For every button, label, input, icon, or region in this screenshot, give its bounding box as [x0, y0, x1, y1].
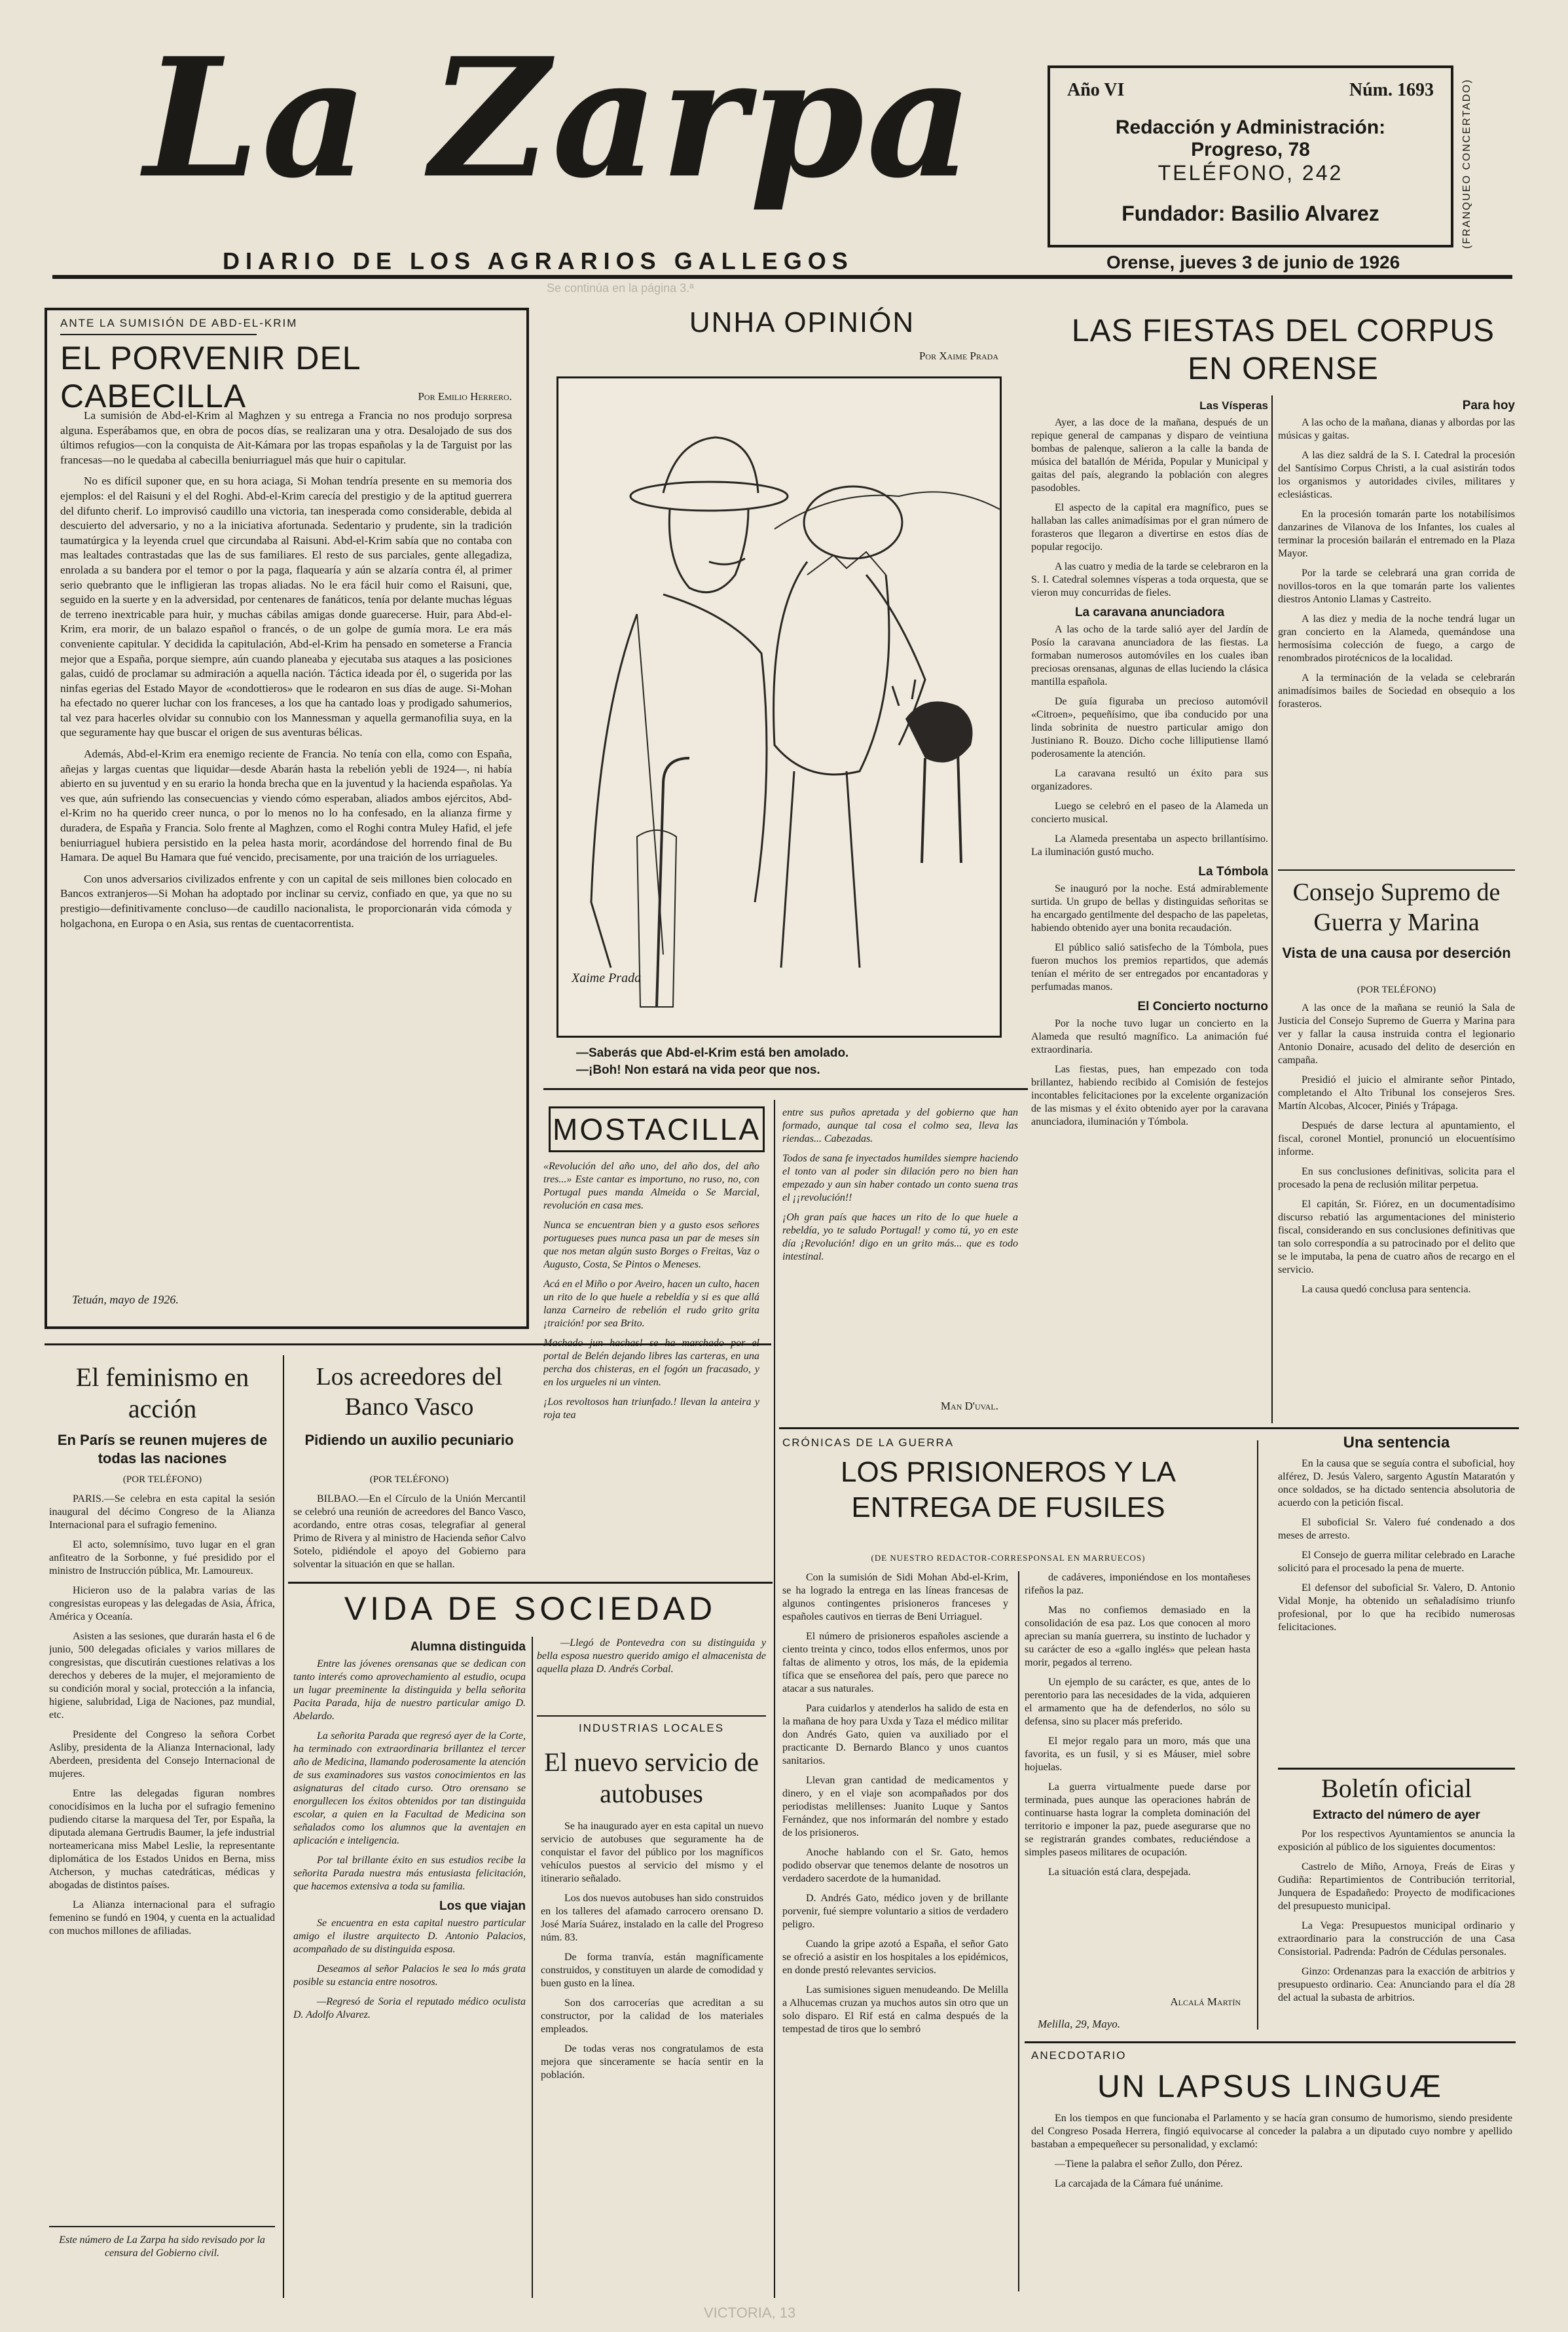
mostacilla-verse: ¡Oh gran país que haces un rito de lo que huele a rebeldía, yo te saludo Portugal! y como tú, yo en este día ¡Revolución! digo en un grito más... que es todo intestinal. [782, 1212, 1018, 1262]
porvenir-kicker: ANTE LA SUMISIÓN DE ABD-EL-KRIM [60, 317, 298, 329]
sentencia-paragraph: En la causa que se seguía contra el suboficial, hoy alférez, D. Jesús Valero, sargento Agustín Mataratón y once soldados, se ha dictado sentencia absolutoria de acuerdo con la petición fiscal. [1278, 1458, 1515, 1508]
prisioneros-paragraph: Para cuidarlos y atenderlos ha salido de esta en la mañana de hoy para Uxda y Taza el médico militar don Andrés Gato, quien va auxiliado por el practicante D. Bernardo Blanco y unos cuantos sanitarios. [782, 1703, 1008, 1766]
prisioneros-paragraph: Las sumisiones siguen menudeando. De Melilla a Alhucemas cruzan ya muchos autos sin otro que un solo disparo. El Rif está en calma después de la tempestad de tiros que lo sembró [782, 1984, 1008, 2035]
feminismo-body [49, 1493, 275, 2213]
fiestas-title-1: LAS FIESTAS DEL CORPUS [1071, 314, 1495, 348]
prisioneros-paragraph: Un ejemplo de su carácter, es que, antes de lo perentorio para las necesidades de la vida, adquieren el armamento que ha de defenderlos, no sólo su defensa, sino su placer más preferido. [1025, 1677, 1250, 1727]
show-through-left: Se continúa en la página 3.ª [547, 282, 694, 295]
sociedad-top-rule [288, 1582, 773, 1584]
autobuses-paragraph: De todas veras nos congratulamos de esta mejora que sinceramente se hacía sentir en la población. [541, 2043, 763, 2081]
acreedores-source: (POR TELÉFONO) [369, 1474, 449, 1485]
sociedad-body-left [293, 1637, 526, 2298]
phone-line: TELÉFONO, 242 [1158, 161, 1343, 185]
consejo-subtitle: Vista de una causa por deserción [1282, 945, 1511, 961]
autobuses-paragraph: Son dos carrocerías que acreditan a su constructor, por la calidad de los materiales empleados. [541, 1997, 763, 2035]
boletin-top-rule [1278, 1768, 1515, 1770]
sociedad-paragraph: Se encuentra en esta capital nuestro particular amigo el ilustre arquitecto D. Antonio Palacios, acompañado de su distinguida esposa. [293, 1918, 526, 1955]
fiestas-paragraph: A las diez saldrá de la S. I. Catedral la procesión del Santísimo Corpus Christi, a la cual asistirán todos los organismos y autoridades civiles, militares y eclesiásticas. [1278, 450, 1515, 500]
feminismo-paragraph: La Alianza internacional para el sufragio femenino se fundó en 1904, y cuenta en la actualidad con muchos millones de afiliadas. [49, 1899, 275, 1937]
mostacilla-verse: ¡Los revoltosos han triunfado.! llevan la anteira y roja tea [543, 1396, 759, 1421]
censorship-rule [49, 2226, 275, 2227]
sentencia-paragraph: El Consejo de guerra militar celebrado en Larache solicitó para el procesado la pena de muerte. [1278, 1550, 1515, 1574]
fiestas-section-head: Las Vísperas [1199, 399, 1268, 412]
year-label: Año VI [1067, 80, 1125, 100]
censorship-note: Este número de La Zarpa ha sido revisado por la censura del Gobierno civil. [59, 2234, 265, 2259]
boletin-paragraph: Ginzo: Ordenanzas para la exacción de arbitrios y presupuesto ordinario. Cea: Anunciando para el día 28 del actual la subasta de arbitrios. [1278, 1966, 1515, 2003]
masthead-title: La Zarpa [144, 22, 975, 214]
masthead-rule [52, 275, 1512, 279]
prisioneros-signoff-name: Alcalá Martín [1170, 1995, 1241, 2008]
consejo-top-rule [1278, 869, 1515, 871]
fiestas-body-right [1278, 395, 1515, 867]
cartoon-signature: Xaime Prada [572, 971, 642, 985]
consejo-body [1278, 1002, 1515, 1408]
feminismo-paragraph: Entre las delegadas figuran nombres conocidísimos en la lucha por el sufragio femenino pudiendo citarse la marquesa del Ter, por España, la diputada alemana Gertrudis Baumer, la jefe industrial norteamericana miss Mabel Leslie, la representante diplomática de los Estados Unidos en Berna, miss Atcherson, y muchas catedráticas, médicas y abogadas de distintos países. [49, 1788, 275, 1891]
consejo-paragraph: La causa quedó conclusa para sentencia. [1302, 1284, 1471, 1295]
cartoon-caption-2: —¡Boh! Non estará na vida peor que nos. [576, 1063, 820, 1077]
sentencia-paragraph: El suboficial Sr. Valero fué condenado a dos meses de arresto. [1278, 1517, 1515, 1541]
mostacilla-verse: portal de Belén dejando libres las carteras, en una percha dos chisteras, en el fogón un fracasado, y en los urgueles ni un vinten. [543, 1351, 759, 1388]
autobuses-title: El nuevo servicio de autobuses [544, 1747, 759, 1808]
fiestas-paragraph: Por la noche tuvo lugar un concierto en la Alameda que resultó magnífico. La animación fué extraordinaria. [1031, 1018, 1268, 1055]
prisioneros-paragraph: Con la sumisión de Sidi Mohan Abd-el-Krim, se ha logrado la entrega en las líneas francesas de algunos contingentes prisioneros franceses y españoles cautivos en tierras de Beni Urriaguel. [782, 1572, 1008, 1622]
prisioneros-top-rule [779, 1427, 1519, 1429]
prisioneros-paragraph: La guerra virtualmente puede darse por terminada, pues aunque las operaciones habrán de continuarse hasta lograr la completa dominación del territorio e imponer la paz, puede asegurarse que no se registrarán grandes combates, reduciéndose a simples paseos militares de ocupación. [1025, 1781, 1250, 1858]
prisioneros-paragraph: El número de prisioneros españoles asciende a ciento treinta y cinco, todos ellos enfermos, unos por faltas de alimento y otros, los más, de la epidemia tífica que se enseñorea del país, pero que parece no atacar a sus naturales. [782, 1631, 1008, 1694]
feminismo-paragraph: Presidente del Congreso la señora Corbet Asliby, presidenta de la Alianza Internacional, lady Aberdeen, presidenta del Consejo Internacional de mujeres. [49, 1729, 275, 1779]
boletin-title: Boletín oficial [1321, 1774, 1472, 1803]
prisioneros-paragraph: Cuando la gripe azotó a España, el señor Gato se ofreció a asistir en los hospitales a los epidémicos, en donde prestó relevantes servicios. [782, 1939, 1008, 1976]
masthead-info-box [1048, 65, 1453, 247]
fiestas-section-head: La Tómbola [1198, 865, 1268, 879]
porvenir-paragraph: Con unos adversarios civilizados enfrente y con un capital de seis millones bien colocado en Bancos extranjeros—Si Mohan ha adoptado por inclinar su cerviz, confiado en que, ya que no su prestigio—definitivamente concluso—de caudillo nacionalista, le proporcionarán vida cómoda y holgachona, en Europa o en Asia, sus rentas de cuentacorrentista. [60, 872, 512, 930]
masthead-subtitle: DIARIO DE LOS AGRARIOS GALLEGOS [223, 247, 854, 274]
porvenir-title: EL PORVENIR DEL CABECILLA [60, 340, 360, 414]
mostacilla-verse: Acá en el Miño o por Aveiro, hacen un culto, hacen un rito de lo que huele a rebeldía y si es que allá lanza Carneiro de rebelión el rudo grito grita ¡traición! por sea Brito. [543, 1279, 759, 1329]
porvenir-paragraph: La sumisión de Abd-el-Krim al Maghzen y su entrega a Francia no nos produjo sorpresa alguna. Esperábamos que, en obra de pocos días, se realizaran una y otra. Desalojado de sus dos últimos refugios—con la conquista de Ait-Kámara por las tropas españolas y la de Targuist por las francesas—no le quedaba al cabecilla beniurriaguel más que huir o capitular. [60, 409, 512, 466]
dateline: Orense, jueves 3 de junio de 1926 [1106, 252, 1400, 272]
anecdotario-title: UN LAPSUS LINGUÆ [1097, 2069, 1444, 2104]
cartoon-drawing [558, 378, 1000, 1036]
boletin-paragraph: Por los respectivos Ayuntamientos se anuncia la exposición al público de los siguientes documentos: [1278, 1829, 1515, 1853]
fiestas-paragraph: De guía figuraba un precioso automóvil «Citroen», pequeñísimo, que iba conducido por una linda sobrinita de nuestro particular amigo don Justiniano R. Bouzo. Dicho coche lilliputiense llamó poderosamente la atención. [1031, 696, 1268, 759]
fiestas-section-head: Para hoy [1462, 399, 1515, 412]
fiestas-paragraph: Se inauguró por la noche. Está admirablemente surtida. Un grupo de bellas y distinguidas señoritas se ha encargado gentilmente del despacho de las papeletas, habiendo obtenido ayer una bonita recaudación. [1031, 883, 1268, 934]
lower-left-rule [45, 1343, 771, 1345]
prisioneros-body-right [1025, 1571, 1250, 1990]
prisioneros-paragraph: Mas no confiemos demasiado en la consolidación de esa paz. Los que conocen al moro aprecian su manía guerrera, su instinto de luchador y su carácter de eso a «gallo inglés» que pelean hasta morir, pegados al terreno. [1025, 1605, 1250, 1668]
fiestas-paragraph: Por la tarde se celebrará una gran corrida de novillos-toros en la que tomarán parte los valientes diestros Antonio Llamas y Castreito. [1278, 568, 1515, 605]
sociedad-paragraph: Deseamos al señor Palacios le sea lo más grata posible su estancia entre nosotros. [293, 1963, 526, 1988]
autobuses-paragraph: Los dos nuevos autobuses han sido construidos en los talleres del afamado carrocero orensano D. José María Suárez, instalado en la calle del Progreso núm. 83. [541, 1893, 763, 1943]
founder-line: Fundador: Basilio Alvarez [1121, 202, 1379, 225]
fiestas-paragraph: A las cuatro y media de la tarde se celebraron en la S. I. Catedral solemnes vísperas a toda orquesta, que se vieron muy concurridas de fieles. [1031, 561, 1268, 598]
prisioneros-paragraph: de cadáveres, imponiéndose en los montañeses rifeños la paz. [1025, 1572, 1250, 1596]
prisioneros-source: (DE NUESTRO REDACTOR-CORRESPONSAL EN MARRUECOS) [871, 1553, 1146, 1563]
sociedad-paragraph: Por tal brillante éxito en sus estudios recibe la señorita Parada nuestra más entusiasta felicitación, que hacemos extensiva a toda su familia. [293, 1855, 526, 1892]
sociedad-section-head: Los que viajan [439, 1899, 526, 1913]
mostacilla-signoff: Man D'uval. [940, 1400, 998, 1412]
mostacilla-verse: Nunca se encuentran bien y a gusto esos señores portugueses pues nunca pasa un par de meses sin que nos metan algún susto Borges o Freitas, Vaz o Augusto, Costa, Se Pintos o Meneses. [543, 1220, 759, 1270]
sociedad-title: VIDA DE SOCIEDAD [344, 1590, 717, 1627]
lower-col2-rule [532, 1637, 533, 2298]
sentencia-title: Una sentencia [1343, 1434, 1450, 1451]
prisioneros-paragraph: D. Andrés Gato, médico joven y de brillante porvenir, fué siempre voluntario a sitios de verdadero peligro. [782, 1893, 1008, 1930]
consejo-paragraph: Después de darse lectura al apuntamiento, el fiscal, coronel Montiel, pronunció un elocuentísimo informe. [1278, 1120, 1515, 1157]
autobuses-paragraph: De forma tranvía, están magníficamente construidos, y constituyen un alarde de comodidad y buen gusto en la línea. [541, 1952, 763, 1989]
franking-note: (FRANQUEO CONCERTADO) [1461, 78, 1472, 249]
consejo-source: (POR TELÉFONO) [1357, 985, 1436, 995]
show-through-bottom: VICTORIA, 13 [704, 2305, 796, 2321]
prisioneros-paragraph: La situación está clara, despejada. [1048, 1867, 1191, 1878]
prisioneros-signoff-place: Melilla, 29, Mayo. [1038, 2018, 1121, 2030]
anecdotario-body [1031, 2112, 1512, 2308]
feminismo-paragraph: El acto, solemnísimo, tuvo lugar en el gran anfiteatro de la Sorbonne, y fué presidido por el ministro de Instrucción pública, Mr. Lamoureux. [49, 1539, 275, 1576]
boletin-paragraph: La Vega: Presupuestos municipal ordinario y extraordinario para la construcción de una Casa Consistorial. Padrenda: Padrón de Cédulas personales. [1278, 1920, 1515, 1958]
sociedad-paragraph: —Regresó de Soria el reputado médico oculista D. Adolfo Alvarez. [293, 1996, 526, 2020]
feminismo-paragraph: Asisten a las sesiones, que durarán hasta el 6 de junio, 500 delegadas oficiales y varios millares de congresistas, que discutirán cuestiones relativas a los derechos y deberes de la mujer, el mejoramiento de su condición moral y social, protección a la infancia, higiene, salubridad, Liga de Naciones, paz mundial, etc. [49, 1631, 275, 1721]
porvenir-kicker-rule [60, 334, 257, 335]
sociedad-body-right [537, 1637, 766, 1709]
prisioneros-column-rule [1018, 1571, 1019, 2291]
fiestas-paragraph: Luego se celebró en el paseo de la Alameda un concierto musical. [1031, 801, 1268, 825]
fiestas-paragraph: A la terminación de la velada se celebrarán animadísimos bailes de Sociedad en obsequio a los forasteros. [1278, 672, 1515, 710]
fiestas-paragraph: A las diez y media de la noche tendrá lugar un gran concierto en la Alameda, quemándose una hermosísima colección de fuego, a cargo de renombrados pirotécnicos de la localidad. [1278, 613, 1515, 664]
porvenir-byline: Por Emilio Herrero. [418, 390, 512, 403]
consejo-paragraph: A las once de la mañana se reunió la Sala de Justicia del Consejo Supremo de Guerra y Marina para ver y fallar la causa instruida contra el legionario Antonio Donaire, acusado del delito de deserción en campaña. [1278, 1002, 1515, 1066]
sentencia-paragraph: El defensor del suboficial Sr. Valero, D. Antonio Vidal Monje, ha obtenido un señaladísimo triunfo profesional, por lo que ha recibido numerosas felicitaciones. [1278, 1582, 1515, 1633]
consejo-paragraph: El capitán, Sr. Fiórez, en un documentadísimo discurso rebatió las argumentaciones del ministerio fiscal, considerando en sus conclusiones definitivas que tan solo correspondía a su patrocinado por el delito que se le imputaba, la pena de cuatro años de recargo en el servicio. [1278, 1199, 1515, 1275]
cartoon-frame [556, 376, 1002, 1038]
boletin-subtitle: Extracto del número de ayer [1313, 1808, 1480, 1822]
prisioneros-paragraph: Llevan gran cantidad de medicamentos y dinero, y en el viaje son acompañados por dos periodistas melillenses: Juanito Luque y Santos Fernández, que nos informarán del nombre y estado de los prisioneros. [782, 1775, 1008, 1838]
sociedad-section-head: Alumna distinguida [410, 1640, 526, 1654]
sociedad-paragraph: La señorita Parada que regresó ayer de la Corte, ha terminado con extraordinaria brillantez el tercer año de Medicina, llamando poderosamente la atención de sus examinadores sus vastos conocimientos en las asignaturas del citado curso. Otro orensano se enorgullecen los éxitos obtenidos por tan distinguida escolar, a quien en la Facultad de Medicina son señalados como los alumnos que la aventajen en aplicación e inteligencia. [293, 1730, 526, 1846]
feminismo-subtitle: En París se reunen mujeres de todas las naciones [57, 1432, 268, 1467]
lower-col3-rule [774, 1100, 775, 2298]
porvenir-paragraph: Además, Abd-el-Krim era enemigo reciente de Francia. No tenía con ella, como con España, añejas y largas cuentas que liquidar—desde Abarán hasta la rebelión yebli de 1924—, ni había abierto en su juventud y en su erario la honda brecha que en la juventud y la hacienda españolas. Ya ves que, aún sufriendo las consecuencias y viendo cómo esperaban, aliados ambos ejércitos, Abd-el-Krim no ha querido creer nunca, o por lo menos no lo ha confesado, en la alianza firme y duradera, de España y Francia. Solo frente al Maghzen, como el Roghi contra Muley Hafid, el jefe beniurriaguel hubiera persistido en la pelea hasta morir, acordándose del horrendo final de Bu Hamara. De aquel Bu Hamara que fué vencido, precisamente, por una traición de los urriagueles. [60, 748, 512, 864]
anecdotario-paragraph: En los tiempos en que funcionaba el Parlamento y se hacía gran consumo de humorismo, siendo presidente del Congreso Posada Herrera, fingió equivocarse al conceder la palabra a un diputado cuyo nombre y apellido bastaban a empequeñecer su personalidad, y exclamó: [1031, 2113, 1512, 2150]
fiestas-paragraph: Ayer, a las doce de la mañana, después de un repique general de campanas y disparo de veintiuna bombas de palenque, salieron a la calle la banda de música del batallón de Mérida, Popular y Municipal y gaitas del país, alegrando la población con alegres pasodobles. [1031, 417, 1268, 494]
mostacilla-verse: Todos de sana fe inyectados humildes siempre haciendo el tonto van al poder sin dilación pero no bien han empezado y aun sin haber contado un conto suena tras el ¡¡revolución!! [782, 1153, 1018, 1203]
consejo-paragraph: Presidió el juicio el almirante señor Pintado, completando el Alto Tribunal los consejeros Sres. Martín Alcobas, Alcocer, Piniés y Trápaga. [1278, 1074, 1515, 1112]
prisioneros-title: LOS PRISIONEROS Y LA ENTREGA DE FUSILES [841, 1456, 1176, 1523]
fiestas-paragraph: Las fiestas, pues, han empezado con toda brillantez, habiendo recibido al Comisión de festejos incontables felicitaciones por la excelente organización de las mismas y el éxito obtenido ayer por la caravana anunciadora, iluminación y Tómbola. [1031, 1064, 1268, 1127]
opinion-title: UNHA OPINIÓN [689, 306, 915, 338]
anecdotario-paragraph: —Tiene la palabra el señor Zullo, don Pérez. [1055, 2159, 1243, 2170]
acreedores-subtitle: Pidiendo un auxilio pecuniario [304, 1432, 514, 1448]
mostacilla-verse: «Revolución del año uno, del año dos, del año tres...» Este cantar es importuno, no ruso, no, con Portugal pues manda Almeida o Se Marcial, revolución en casa mes. [543, 1161, 759, 1211]
porvenir-signoff: Tetuán, mayo de 1926. [72, 1293, 179, 1306]
mostacilla-title: MOSTACILLA [553, 1112, 761, 1146]
feminismo-paragraph: PARIS.—Se celebra en esta capital la sesión inaugural del décimo Congreso de la Alianza Internacional para el sufragio femenino. [49, 1493, 275, 1531]
address-line: Redacción y Administración: Progreso, 78 [1115, 117, 1386, 160]
sociedad-paragraph: Entre las jóvenes orensanas que se dedican con tanto interés como aprovechamiento al estudio, ocupa un lugar preeminente la distinguida y bella señorita Pacita Parada, hija de nuestro particular amigo D. Abelardo. [293, 1658, 526, 1722]
opinion-byline: Por Xaime Prada [919, 350, 998, 362]
mostacilla-verses-right [782, 1106, 1018, 1388]
autobuses-kicker: INDUSTRIAS LOCALES [578, 1722, 725, 1734]
fiestas-body-left [1031, 395, 1268, 1404]
consejo-paragraph: En sus conclusiones definitivas, solicita para el procesado la pena de reclusión militar perpetua. [1278, 1166, 1515, 1190]
feminismo-source: (POR TELÉFONO) [122, 1474, 202, 1485]
anecdotario-paragraph: La carcajada de la Cámara fué unánime. [1055, 2178, 1224, 2189]
boletin-paragraph: Castrelo de Miño, Arnoya, Freás de Eiras y Gudiña: Repartimientos de Contribución territorial, Junquera de Espadañedo: Proyecto de modificaciones del presupuesto municipal. [1278, 1861, 1515, 1912]
sentencia-body [1278, 1457, 1515, 1732]
fiestas-paragraph: A las ocho de la mañana, dianas y albordas por las músicas y gaitas. [1278, 417, 1515, 441]
autobuses-paragraph: Se ha inaugurado ayer en esta capital un nuevo servicio de autobuses que seguramente ha de conquistar el favor del público por los magníficos vehículos puestos al servicio del mismo y el itinerario señalado. [541, 1821, 763, 1884]
fiestas-paragraph: El público salió satisfecho de la Tómbola, pues fueron muchos los premios repartidos, que además tenían el mérito de ser entregados por encantadoras y perfumadas manos. [1031, 942, 1268, 993]
lower-col1-rule [283, 1355, 284, 2298]
acreedores-title: Los acreedores del Banco Vasco [316, 1363, 503, 1421]
prisioneros-paragraph: El mejor regalo para un moro, más que una favorita, es un fusil, y si es Máuser, miel sobre hojuelas. [1025, 1736, 1250, 1773]
anecdotario-top-rule [1025, 2041, 1516, 2043]
prisioneros-body-left [782, 1571, 1008, 2305]
acreedores-body [293, 1493, 526, 1604]
prisioneros-kicker: CRÓNICAS DE LA GUERRA [782, 1436, 955, 1449]
fiestas-section-head: El Concierto nocturno [1137, 1000, 1268, 1013]
feminismo-title: El feminismo en acción [75, 1362, 249, 1423]
fiestas-paragraph: El aspecto de la capital era magnífico, pues se hallaban las calles animadísimas por el gran número de forasteros que llegaron a divertirse en estos días de popular regocijo. [1031, 502, 1268, 553]
fiestas-paragraph: La Alameda presentaba un aspecto brillantísimo. La iluminación gustó mucho. [1031, 833, 1268, 858]
fiestas-column-rule [1271, 395, 1273, 1423]
fiestas-section-head: La caravana anunciadora [1074, 606, 1225, 619]
autobuses-body [541, 1820, 763, 2305]
issue-number: Núm. 1693 [1349, 80, 1434, 100]
porvenir-paragraph: No es difícil suponer que, en su hora aciaga, Si Mohan tendría presente en su memoria dos ejemplos: el del Raisuni y el del Roghi. Abd-el-Krim carecía del prestigio y de la aptitud guerrera del difunto cherif. Lo improvisó caudillo una victoria, tan inesperada como considerable, debida al descuierto del adversario, y no a la iniciativa afortunada. Sedentario y prudente, sin la tradición taumatúrgica y la leyenda cruel que circundaba al Raisuni. Abd-el-Krim sabía que no contaba con mas lealtades contrastadas que las de sus familiares. El resto de sus parciales, gente allegadiza, enrolada a su bandera por el temor o por la paga, flaquearía y aún se alzaría contra él, al primer serio quebranto que le infligieran las tropas aliadas. No le era fácil huir como el Raisuni, que, seguido en la suerte y en la adversidad, por centenares de fanáticos, tenía por delante muchas léguas de terreno inextricable para huir, y muchas cábilas amigas donde guarecerse. Huir, para Abd-el-Krim, era morir, de un balazo español o francés, o de un golpe de gumía mora. Le era más conveniente capitular. Y decidida la capitulación, Abd-el-Krim ha pensado en someterse a Francia mejor que a España, porque siempre, aún cuando planeaba y ejecutaba sus ataques a las posiciones galas, cuidó de proclamar su admiración a aquella nación. Táctica ideada por él, o sugerida por las ninfas egerias del Estado Mayor de «condottieros» que le rodearon en sus días de auge. Si-Mohan ha efectado no querer luchar con los franceses, a los que ha cantado loas y prodigado sahumerios, tal vez para hacerles olvidar su connubio con los Mannessman y aquella germanofilia suya, en la que seguramente hay que buscar el origen de sus aventuras bélicas. [60, 475, 512, 739]
consejo-title: Consejo Supremo de Guerra y Marina [1292, 879, 1501, 936]
anecdotario-kicker: ANECDOTARIO [1031, 2049, 1127, 2062]
porvenir-body [60, 409, 512, 1286]
sociedad-paragraph: —Llegó de Pontevedra con su distinguida y bella esposa nuestro querido amigo el almacenista de aquella plaza D. Andrés Corbal. [537, 1637, 766, 1675]
autobuses-top-rule [537, 1715, 766, 1717]
fiestas-title-2: EN ORENSE [1188, 352, 1379, 386]
prisioneros-paragraph: Anoche hablando con el Sr. Gato, hemos podido observar que tenemos delante de nosotros un verdadero sacerdote de la humanidad. [782, 1847, 1008, 1884]
acreedores-paragraph: BILBAO.—En el Círculo de la Unión Mercantil se celebró una reunión de acreedores del Banco Vasco, acordando, entre otras cosas, telegrafiar al general Primo de Rivera y al ministro de Hacienda señor Calvo Sotelo, pidiéndole el apoyo del Gobierno para solventar la situación en que se hallan. [293, 1493, 526, 1570]
opinion-rule [543, 1088, 1028, 1090]
mostacilla-verse: entre sus puños apretada y del gobierno que han formado, aunque tal cosa el colmo sea, lleva las riendas... Cabezadas. [782, 1107, 1018, 1144]
fiestas-paragraph: La caravana resultó un éxito para sus organizadores. [1031, 768, 1268, 792]
feminismo-paragraph: Hicieron uso de la palabra varias de las congresistas europeas y las delegadas de Asia, África, América y Oceanía. [49, 1585, 275, 1622]
cartoon-caption-1: —Saberás que Abd-el-Krim está ben amolado. [576, 1046, 849, 1060]
fiestas-paragraph: En la procesión tomarán parte los notabilísimos danzarines de Vilanova de los Infantes, los cuales al terminar la procesión bailarán el entremado en la Plaza Mayor. [1278, 509, 1515, 559]
lower-col4-rule [1257, 1440, 1258, 2030]
fiestas-paragraph: A las ocho de la tarde salió ayer del Jardín de Posío la caravana anunciadora de las fiestas. La formaban numerosos automóviles en los cuales iban preciosas orensanas, algunas de ellas luciendo la clásica mantilla española. [1031, 624, 1268, 687]
